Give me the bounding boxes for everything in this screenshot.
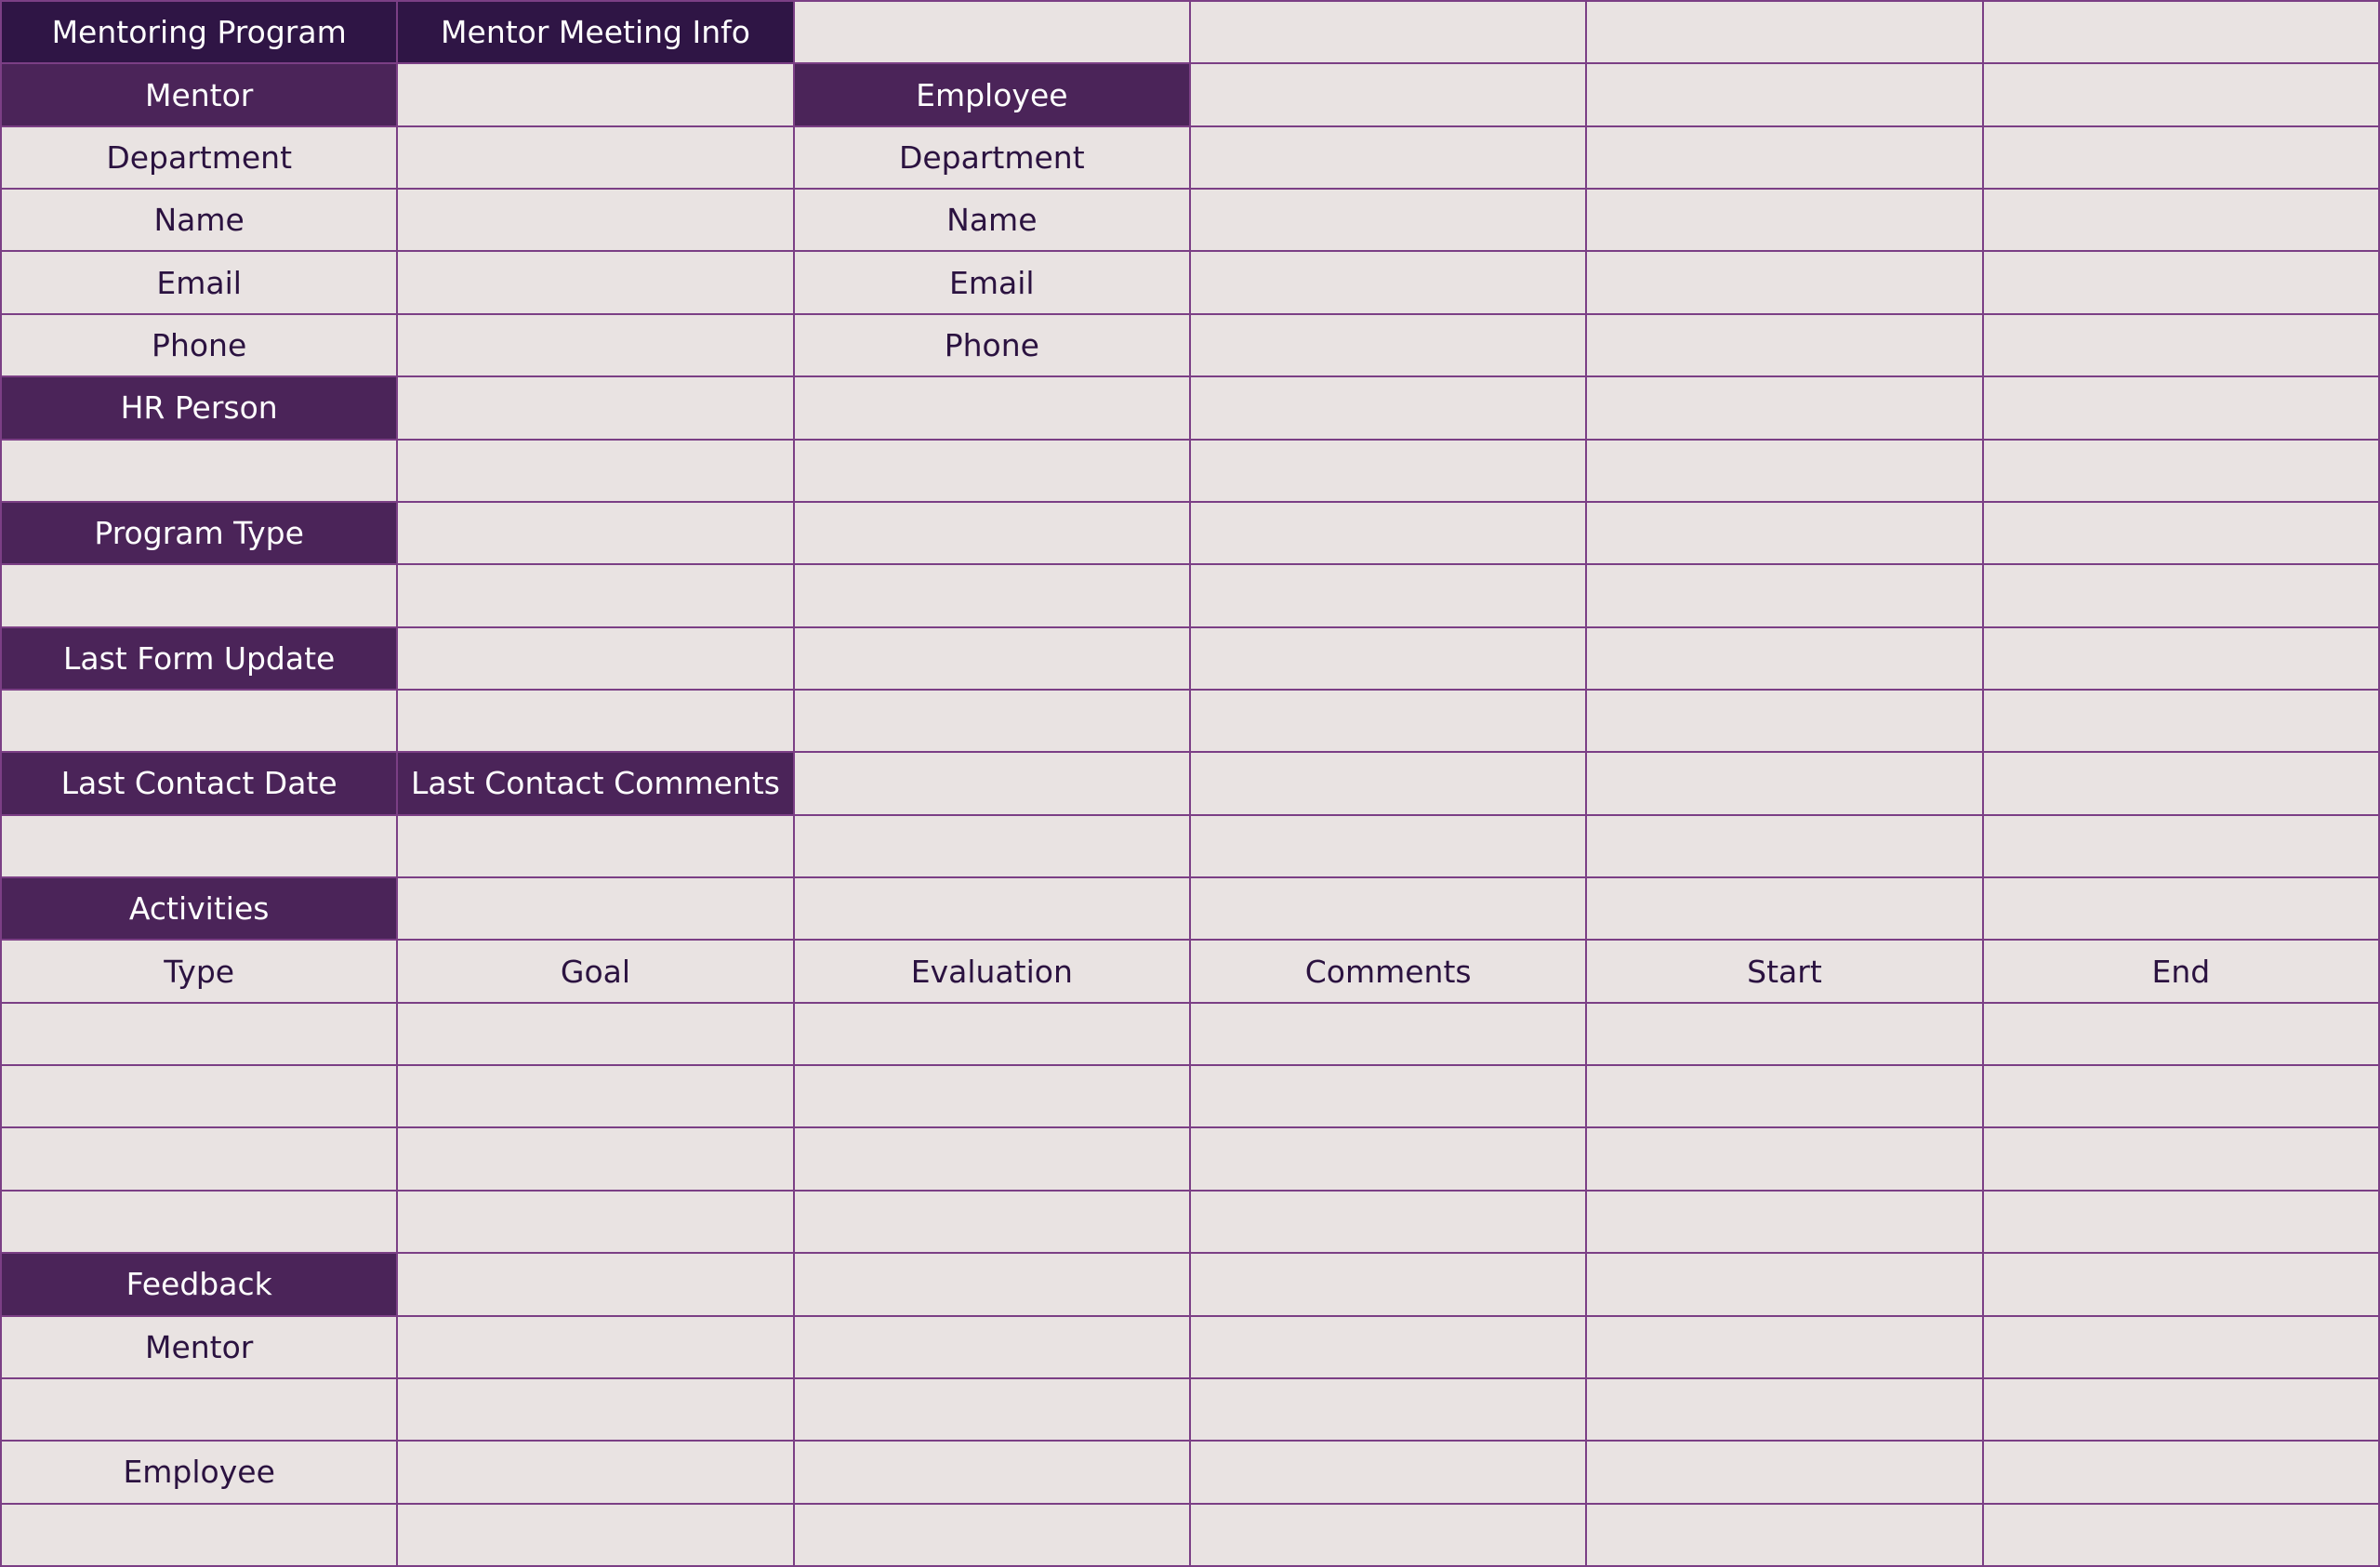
cell-r11-c3[interactable] xyxy=(795,628,1191,691)
mentor-name-field[interactable] xyxy=(398,190,794,252)
cell-r2-c5[interactable] xyxy=(1587,64,1983,126)
cell-r13-c4[interactable] xyxy=(1191,753,1587,815)
cell-r10-c3[interactable] xyxy=(795,565,1191,627)
cell-r8-c2[interactable] xyxy=(398,441,794,503)
cell-r25-c2[interactable] xyxy=(398,1505,794,1567)
employee-email-field[interactable] xyxy=(1191,252,1587,314)
cell-r24-c2[interactable] xyxy=(398,1442,794,1504)
mentor-email-field[interactable] xyxy=(398,252,794,314)
cell-r21-c5[interactable] xyxy=(1587,1254,1983,1316)
mentor-department-label: Department xyxy=(2,127,398,190)
employee-name-label: Name xyxy=(795,190,1191,252)
cell-r9-c6[interactable] xyxy=(1984,503,2380,565)
cell-r19-c2[interactable] xyxy=(398,1128,794,1191)
cell-r14-c3[interactable] xyxy=(795,816,1191,878)
last-form-update-header: Last Form Update xyxy=(2,628,398,691)
cell-r20-c3[interactable] xyxy=(795,1192,1191,1254)
last-contact-comments-field[interactable] xyxy=(398,816,794,878)
activities-col-comments: Comments xyxy=(1191,941,1587,1003)
cell-r9-c5[interactable] xyxy=(1587,503,1983,565)
last-form-update-field[interactable] xyxy=(2,691,398,753)
program-title: Mentoring Program xyxy=(2,2,398,64)
cell-r10-c5[interactable] xyxy=(1587,565,1983,627)
cell-r25-c6[interactable] xyxy=(1984,1505,2380,1567)
cell-r10-c6[interactable] xyxy=(1984,565,2380,627)
cell-r12-c4[interactable] xyxy=(1191,691,1587,753)
employee-phone-field[interactable] xyxy=(1191,315,1587,377)
cell-r19-c4[interactable] xyxy=(1191,1128,1587,1191)
program-type-field[interactable] xyxy=(2,565,398,627)
cell-r1-c6[interactable] xyxy=(1984,2,2380,64)
hr-person-field[interactable] xyxy=(2,441,398,503)
employee-name-field[interactable] xyxy=(1191,190,1587,252)
mentor-name-label: Name xyxy=(2,190,398,252)
hr-person-header: HR Person xyxy=(2,377,398,440)
activity-entry[interactable] xyxy=(2,1004,398,1066)
feedback-employee-field[interactable] xyxy=(2,1505,398,1567)
cell-r22-c6[interactable] xyxy=(1984,1317,2380,1379)
cell-r23-c5[interactable] xyxy=(1587,1379,1983,1442)
cell-r12-c3[interactable] xyxy=(795,691,1191,753)
cell-r20-c5[interactable] xyxy=(1587,1192,1983,1254)
cell-r2-c6[interactable] xyxy=(1984,64,2380,126)
activity-entry[interactable] xyxy=(2,1066,398,1128)
cell-r24-c3[interactable] xyxy=(795,1442,1191,1504)
feedback-header: Feedback xyxy=(2,1254,398,1316)
cell-r24-c6[interactable] xyxy=(1984,1442,2380,1504)
cell-r18-c4[interactable] xyxy=(1191,1066,1587,1128)
last-contact-date-header: Last Contact Date xyxy=(2,753,398,815)
activities-col-goal: Goal xyxy=(398,941,794,1003)
mentor-section-header: Mentor xyxy=(2,64,398,126)
feedback-mentor-field[interactable] xyxy=(2,1379,398,1442)
cell-r25-c4[interactable] xyxy=(1191,1505,1587,1567)
cell-r13-c3[interactable] xyxy=(795,753,1191,815)
cell-r19-c3[interactable] xyxy=(795,1128,1191,1191)
employee-email-label: Email xyxy=(795,252,1191,314)
cell-r10-c2[interactable] xyxy=(398,565,794,627)
cell-r15-c3[interactable] xyxy=(795,878,1191,941)
activities-header: Activities xyxy=(2,878,398,941)
last-contact-date-field[interactable] xyxy=(2,816,398,878)
cell-r23-c2[interactable] xyxy=(398,1379,794,1442)
cell-r4-c5[interactable] xyxy=(1587,190,1983,252)
cell-r13-c5[interactable] xyxy=(1587,753,1983,815)
cell-r21-c4[interactable] xyxy=(1191,1254,1587,1316)
cell-r19-c6[interactable] xyxy=(1984,1128,2380,1191)
cell-r18-c2[interactable] xyxy=(398,1066,794,1128)
cell-r15-c2[interactable] xyxy=(398,878,794,941)
employee-section-header: Employee xyxy=(795,64,1191,126)
cell-r8-c5[interactable] xyxy=(1587,441,1983,503)
mentor-email-label: Email xyxy=(2,252,398,314)
cell-r21-c2[interactable] xyxy=(398,1254,794,1316)
cell-r18-c5[interactable] xyxy=(1587,1066,1983,1128)
cell-r4-c6[interactable] xyxy=(1984,190,2380,252)
cell-r12-c5[interactable] xyxy=(1587,691,1983,753)
cell-r5-c5[interactable] xyxy=(1587,252,1983,314)
cell-r20-c6[interactable] xyxy=(1984,1192,2380,1254)
cell-r20-c4[interactable] xyxy=(1191,1192,1587,1254)
cell-r24-c5[interactable] xyxy=(1587,1442,1983,1504)
cell-r1-c5[interactable] xyxy=(1587,2,1983,64)
cell-r17-c2[interactable] xyxy=(398,1004,794,1066)
cell-r7-c6[interactable] xyxy=(1984,377,2380,440)
cell-r11-c6[interactable] xyxy=(1984,628,2380,691)
cell-r24-c4[interactable] xyxy=(1191,1442,1587,1504)
cell-r23-c6[interactable] xyxy=(1984,1379,2380,1442)
cell-r9-c3[interactable] xyxy=(795,503,1191,565)
cell-r14-c5[interactable] xyxy=(1587,816,1983,878)
cell-r7-c3[interactable] xyxy=(795,377,1191,440)
cell-r1-c4[interactable] xyxy=(1191,2,1587,64)
cell-r23-c3[interactable] xyxy=(795,1379,1191,1442)
activities-col-start: Start xyxy=(1587,941,1983,1003)
cell-r10-c4[interactable] xyxy=(1191,565,1587,627)
cell-r12-c2[interactable] xyxy=(398,691,794,753)
meeting-info-title: Mentor Meeting Info xyxy=(398,2,794,64)
activities-col-end: End xyxy=(1984,941,2380,1003)
cell-r15-c5[interactable] xyxy=(1587,878,1983,941)
cell-r6-c6[interactable] xyxy=(1984,315,2380,377)
cell-r11-c2[interactable] xyxy=(398,628,794,691)
employee-department-label: Department xyxy=(795,127,1191,190)
cell-r22-c4[interactable] xyxy=(1191,1317,1587,1379)
cell-r5-c6[interactable] xyxy=(1984,252,2380,314)
cell-r17-c6[interactable] xyxy=(1984,1004,2380,1066)
cell-r22-c5[interactable] xyxy=(1587,1317,1983,1379)
cell-r14-c6[interactable] xyxy=(1984,816,2380,878)
cell-r7-c5[interactable] xyxy=(1587,377,1983,440)
cell-r23-c4[interactable] xyxy=(1191,1379,1587,1442)
cell-r17-c4[interactable] xyxy=(1191,1004,1587,1066)
cell-r1-c3[interactable] xyxy=(795,2,1191,64)
cell-r25-c5[interactable] xyxy=(1587,1505,1983,1567)
mentor-phone-field[interactable] xyxy=(398,315,794,377)
mentor-department-field[interactable] xyxy=(398,127,794,190)
cell-r6-c5[interactable] xyxy=(1587,315,1983,377)
program-type-header: Program Type xyxy=(2,503,398,565)
cell-r7-c4[interactable] xyxy=(1191,377,1587,440)
cell-r3-c6[interactable] xyxy=(1984,127,2380,190)
cell-r11-c5[interactable] xyxy=(1587,628,1983,691)
feedback-mentor-label: Mentor xyxy=(2,1317,398,1379)
cell-r17-c3[interactable] xyxy=(795,1004,1191,1066)
cell-r12-c6[interactable] xyxy=(1984,691,2380,753)
cell-r18-c3[interactable] xyxy=(795,1066,1191,1128)
cell-r21-c3[interactable] xyxy=(795,1254,1191,1316)
employee-value[interactable] xyxy=(1191,64,1587,126)
employee-phone-label: Phone xyxy=(795,315,1191,377)
mentor-phone-label: Phone xyxy=(2,315,398,377)
cell-r7-c2[interactable] xyxy=(398,377,794,440)
cell-r20-c2[interactable] xyxy=(398,1192,794,1254)
cell-r15-c4[interactable] xyxy=(1191,878,1587,941)
cell-r18-c6[interactable] xyxy=(1984,1066,2380,1128)
cell-r15-c6[interactable] xyxy=(1984,878,2380,941)
employee-department-field[interactable] xyxy=(1191,127,1587,190)
cell-r22-c3[interactable] xyxy=(795,1317,1191,1379)
cell-r9-c2[interactable] xyxy=(398,503,794,565)
cell-r22-c2[interactable] xyxy=(398,1317,794,1379)
cell-r17-c5[interactable] xyxy=(1587,1004,1983,1066)
cell-r8-c3[interactable] xyxy=(795,441,1191,503)
cell-r21-c6[interactable] xyxy=(1984,1254,2380,1316)
cell-r3-c5[interactable] xyxy=(1587,127,1983,190)
cell-r8-c4[interactable] xyxy=(1191,441,1587,503)
cell-r11-c4[interactable] xyxy=(1191,628,1587,691)
cell-r19-c5[interactable] xyxy=(1587,1128,1983,1191)
feedback-employee-label: Employee xyxy=(2,1442,398,1504)
cell-r8-c6[interactable] xyxy=(1984,441,2380,503)
activities-col-type: Type xyxy=(2,941,398,1003)
activity-entry[interactable] xyxy=(2,1128,398,1191)
activities-col-evaluation: Evaluation xyxy=(795,941,1191,1003)
mentor-value[interactable] xyxy=(398,64,794,126)
cell-r13-c6[interactable] xyxy=(1984,753,2380,815)
last-contact-comments-header: Last Contact Comments xyxy=(398,753,794,815)
cell-r25-c3[interactable] xyxy=(795,1505,1191,1567)
activity-entry[interactable] xyxy=(2,1192,398,1254)
cell-r9-c4[interactable] xyxy=(1191,503,1587,565)
cell-r14-c4[interactable] xyxy=(1191,816,1587,878)
